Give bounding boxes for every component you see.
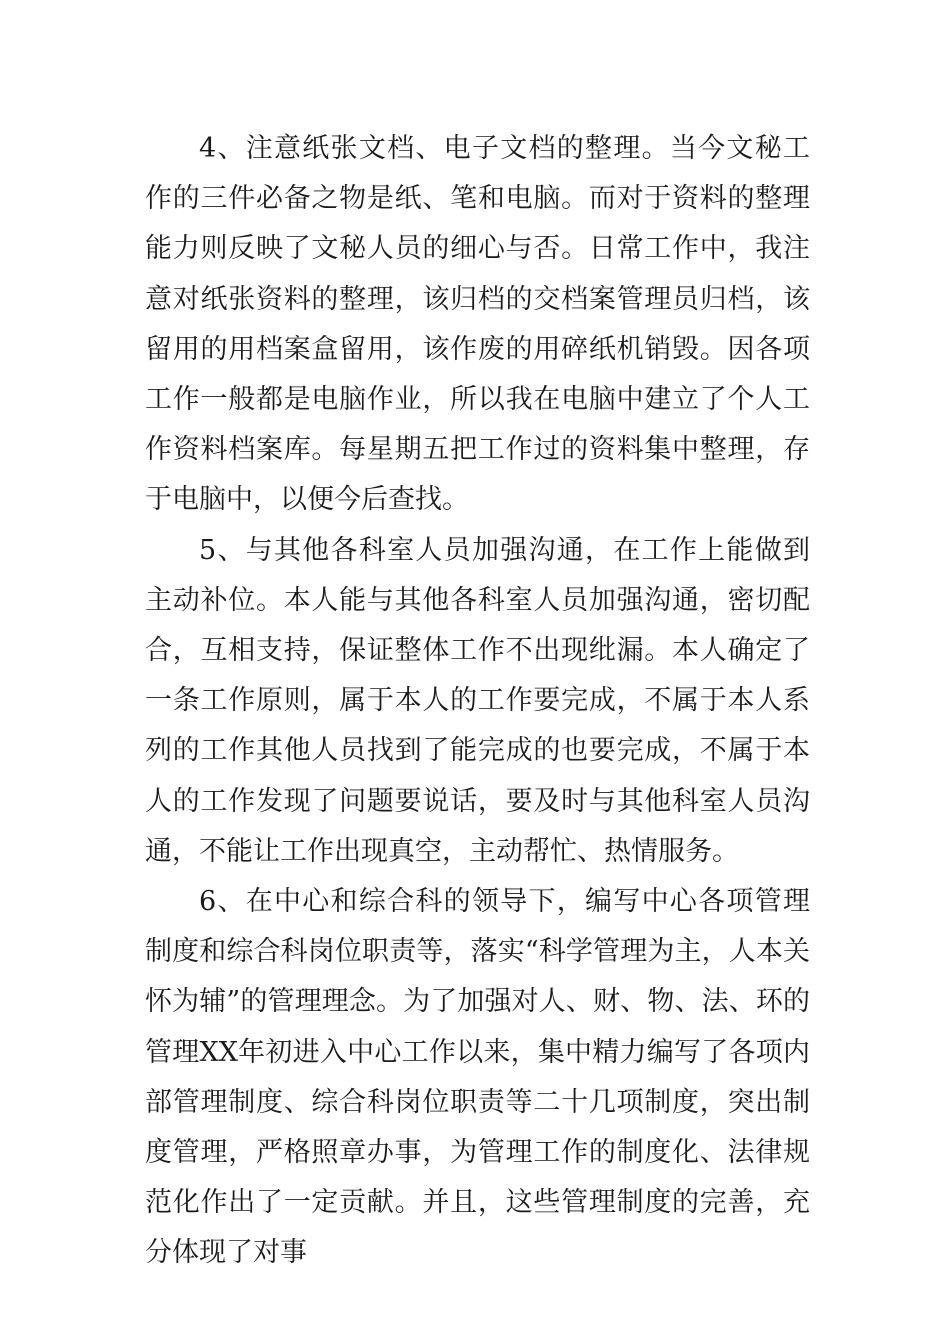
paragraph-6: 6、在中心和综合科的领导下，编写中心各项管理制度和综合科岗位职责等，落实“科学管理为主，人本关怀为辅”的管理理念。为了加强对人、财、物、法、环的管理XX年初进入中心工作以来，集中精力编写了各项内部管理制度、综合科岗位职责等二十几项制度，突出制度管理，严格照章办事，为管理工作的制度化、法律规范化作出了一定贡献。并且，这些管理制度的完善，充分体现了对事 (145, 886, 810, 1269)
paragraph-5: 5、与其他各科室人员加强沟通，在工作上能做到主动补位。本人能与其他各科室人员加强沟通，密切配合，互相支持，保证整体工作不出现纰漏。本人确定了一条工作原则，属于本人的工作要完成，不属于本人系列的工作其他人员找到了能完成的也要完成，不属于本人的工作发现了问题要说话，要及时与其他科室人员沟通，不能让工作出现真空，主动帮忙、热情服务。 (145, 534, 810, 867)
paragraph-4: 4、注意纸张文档、电子文档的整理。当今文秘工作的三件必备之物是纸、笔和电脑。而对于资料的整理能力则反映了文秘人员的细心与否。日常工作中，我注意对纸张资料的整理，该归档的交档案管理员归档，该留用的用档案盒留用，该作废的用碎纸机销毁。因各项工作一般都是电脑作业，所以我在电脑中建立了个人工作资料档案库。每星期五把工作过的资料集中整理，存于电脑中，以便今后查找。 (145, 133, 810, 516)
document-body (145, 124, 810, 1279)
